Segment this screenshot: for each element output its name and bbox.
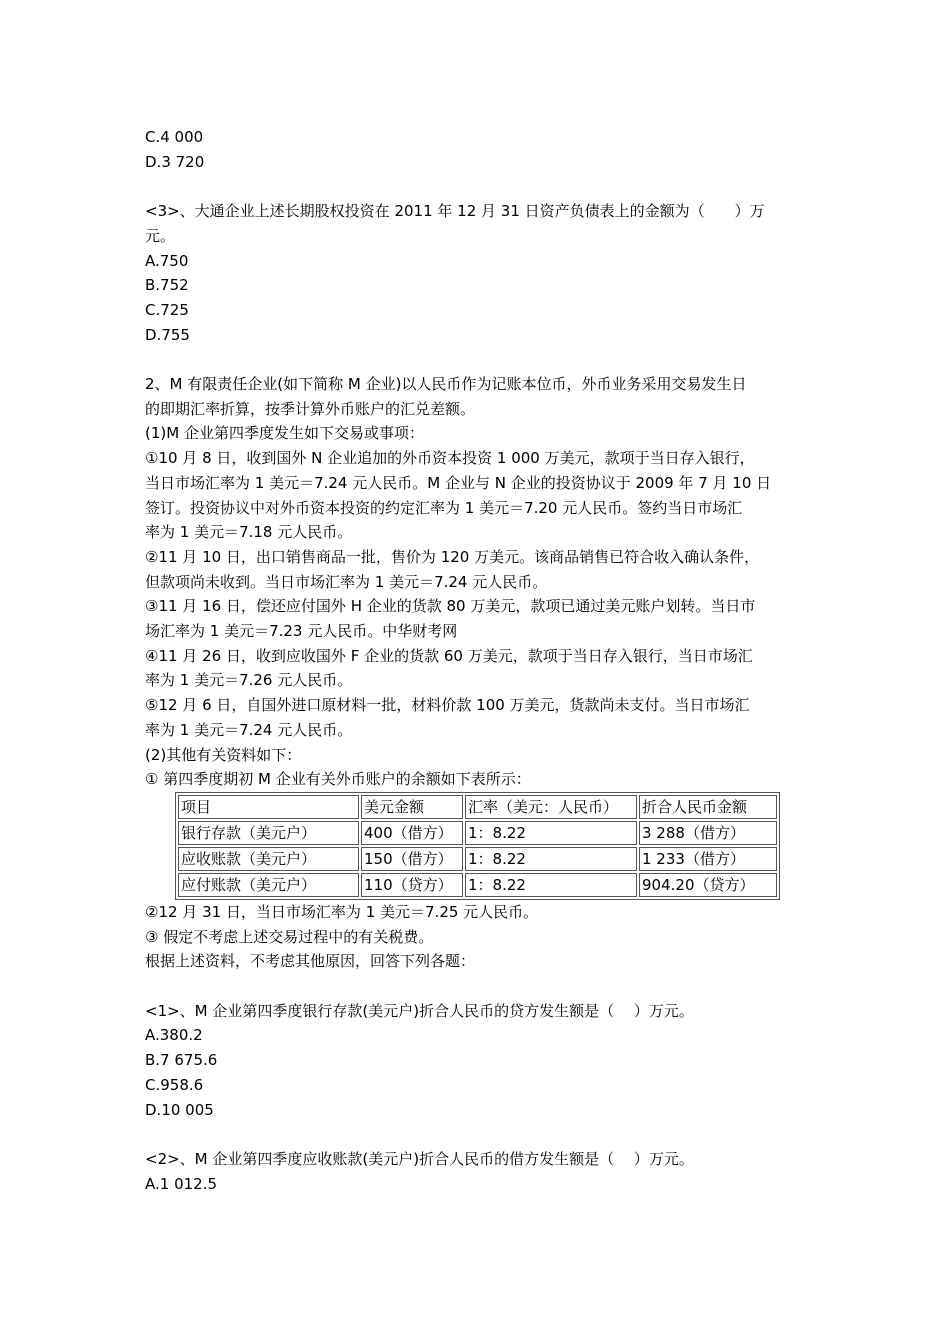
item1: ①10 月 8 日，收到国外 N 企业追加的外币资本投资 1 000 万美元，款项于当日存入银行， <box>145 449 755 468</box>
table-cell: 1 233（借方） <box>639 847 777 871</box>
q3-option-a: A.750 <box>145 251 189 270</box>
table-header-cell: 折合人民币金额 <box>639 795 777 819</box>
option-c: C.4 000 <box>145 128 204 146</box>
item4: ④11 月 26 日，收到应收国外 F 企业的货款 60 万美元，款项于当日存入银行，当日市场汇 <box>145 646 753 665</box>
q2-option-a: A.1 012.5 <box>145 1174 218 1193</box>
item3-cont: 场汇率为 1 美元＝7.23 元人民币。中华财考网 <box>145 622 458 641</box>
part1-heading: (1)M 企业第四季度发生如下交易或事项： <box>145 424 424 443</box>
table-header-row <box>178 795 777 819</box>
table-cell: 银行存款（美元户） <box>178 821 359 845</box>
document-page <box>145 125 810 1196</box>
table-cell: 3 288（借方） <box>639 821 777 845</box>
item2: ②11 月 10 日，出口销售商品一批，售价为 120 万美元。该商品销售已符合收入确认条件， <box>145 547 760 566</box>
q3-stem: <3>、大通企业上述长期股权投资在 2011 年 12 月 31 日资产负债表上的金额为（ ）万 <box>145 202 765 221</box>
q3-option-d: D.755 <box>145 325 190 344</box>
item1-cont: 当日市场汇率为 1 美元＝7.24 元人民币。M 企业与 N 企业的投资协议于 2009 年 7 月 10 日 <box>145 473 772 492</box>
case2-intro: 2、M 有限责任企业(如下简称 M 企业)以人民币作为记账本位币，外币业务采用交易发生日 <box>145 375 747 393</box>
item5: ⑤12 月 6 日，自国外进口原材料一批，材料价款 100 万美元，货款尚未支付。当日市场汇 <box>145 696 750 715</box>
note-2: ②12 月 31 日，当日市场汇率为 1 美元＝7.25 元人民币。 <box>145 902 539 921</box>
part2-heading: (2)其他有关资料如下： <box>145 745 302 764</box>
table-cell: 1：8.22 <box>465 873 637 897</box>
table-header-cell: 汇率（美元：人民币） <box>465 795 637 819</box>
table-cell: 1：8.22 <box>465 821 637 845</box>
table-row <box>178 847 777 871</box>
table-cell: 1：8.22 <box>465 847 637 871</box>
table-cell: 150（借方） <box>361 847 463 871</box>
option-d: D.3 720 <box>145 152 205 171</box>
instruction: 根据上述资料，不考虑其他原因，回答下列各题： <box>145 952 476 971</box>
q3-option-c: C.725 <box>145 300 189 319</box>
q1-stem: <1>、M 企业第四季度银行存款(美元户)折合人民币的贷方发生额是（ ）万元。 <box>145 1001 694 1020</box>
table-cell: 400（借方） <box>361 821 463 845</box>
balance-table <box>175 792 780 900</box>
item4-cont: 率为 1 美元＝7.26 元人民币。 <box>145 671 353 690</box>
table-cell: 应付账款（美元户） <box>178 873 359 897</box>
case2-intro-cont: 的即期汇率折算，按季计算外币账户的汇兑差额。 <box>145 399 476 418</box>
table-cell: 904.20（贷方） <box>639 873 777 897</box>
item5-cont: 率为 1 美元＝7.24 元人民币。 <box>145 720 353 739</box>
q1-option-a: A.380.2 <box>145 1026 203 1045</box>
q3-option-b: B.752 <box>145 276 189 295</box>
table-cell: 110（贷方） <box>361 873 463 897</box>
table-intro: ① 第四季度期初 M 企业有关外币账户的余额如下表所示： <box>145 770 531 789</box>
q1-option-c: C.958.6 <box>145 1075 204 1094</box>
note-3: ③ 假定不考虑上述交易过程中的有关税费。 <box>145 927 434 946</box>
q1-option-d: D.10 005 <box>145 1100 214 1119</box>
table-cell: 应收账款（美元户） <box>178 847 359 871</box>
table-header-cell: 美元金额 <box>361 795 463 819</box>
table-row <box>178 821 777 845</box>
item1-cont: 率为 1 美元＝7.18 元人民币。 <box>145 523 353 542</box>
item1-cont: 签订。投资协议中对外币资本投资的约定汇率为 1 美元＝7.20 元人民币。签约当日市场汇 <box>145 498 743 517</box>
q1-option-b: B.7 675.6 <box>145 1051 218 1070</box>
item2-cont: 但款项尚未收到。当日市场汇率为 1 美元＝7.24 元人民币。 <box>145 572 548 591</box>
table-row <box>178 873 777 897</box>
table-header-cell: 项目 <box>178 795 359 819</box>
q3-stem-cont: 元。 <box>145 226 176 245</box>
item3: ③11 月 16 日，偿还应付国外 H 企业的货款 80 万美元，款项已通过美元账户划转。当日市 <box>145 597 756 616</box>
q2-stem: <2>、M 企业第四季度应收账款(美元户)折合人民币的借方发生额是（ ）万元。 <box>145 1149 694 1168</box>
